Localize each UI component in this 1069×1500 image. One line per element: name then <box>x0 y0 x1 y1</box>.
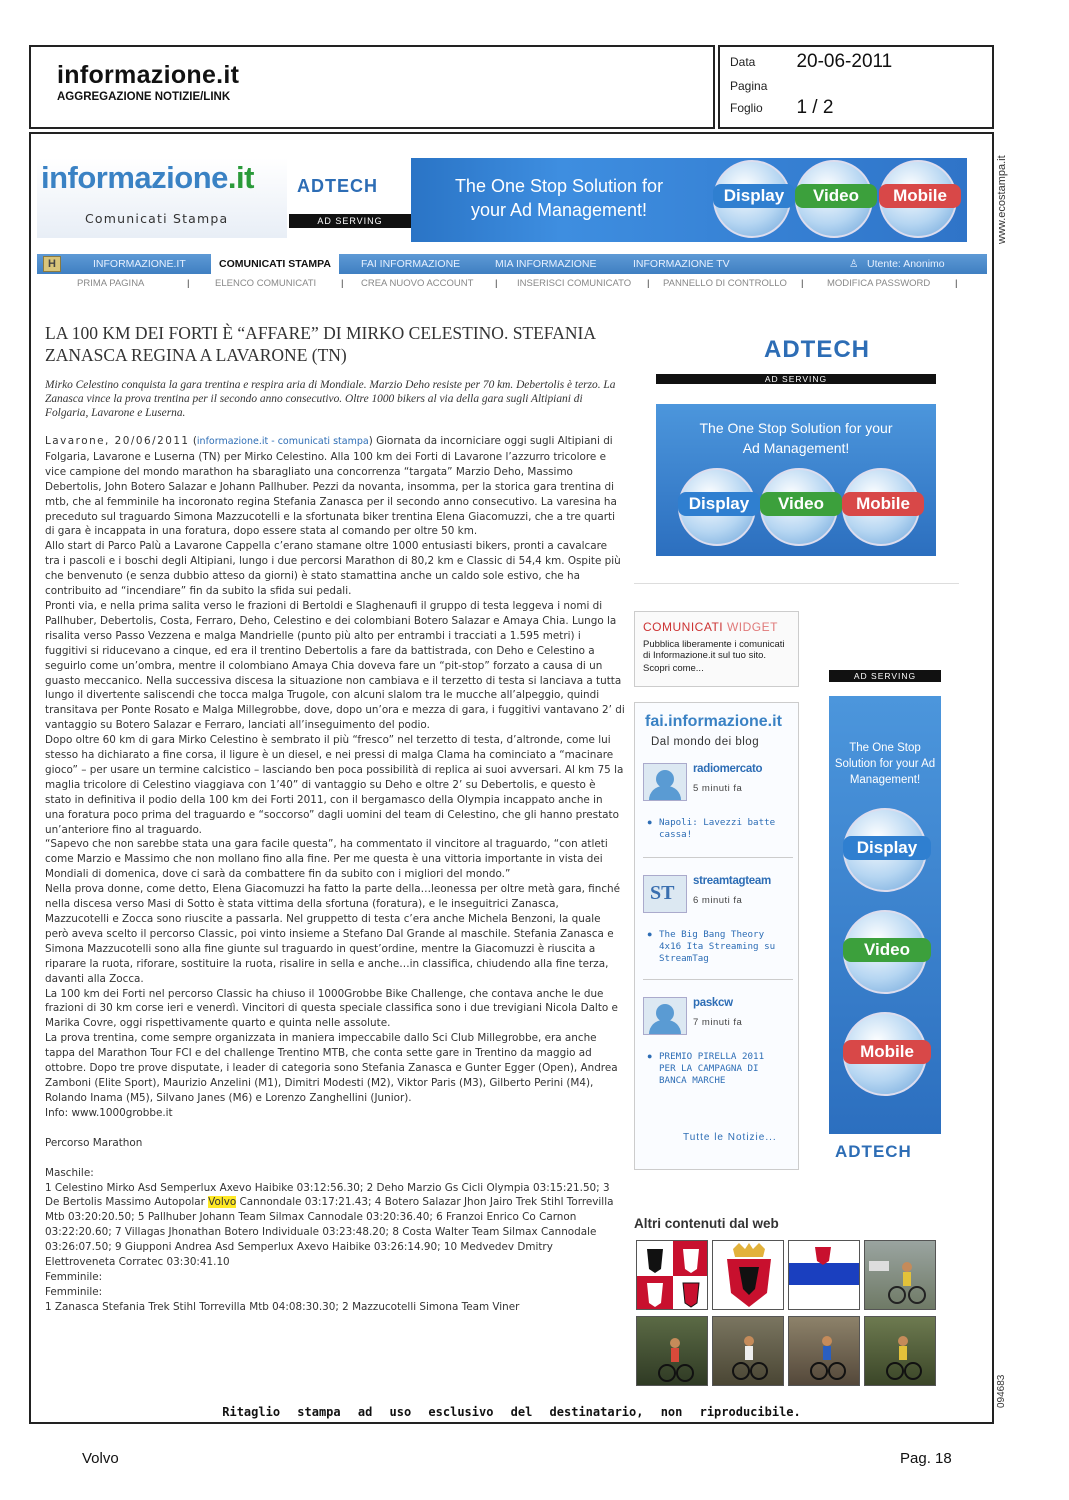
ad-big-adtech-logo: ADTECH <box>764 336 870 363</box>
article-location: Lavarone, 20/06/2011 <box>45 435 190 447</box>
sky-mobile-label: Mobile <box>843 1040 931 1064</box>
sky-slogan: The One Stop Solution for your Ad Management! <box>834 742 936 786</box>
article-maschile-label: Maschile: <box>45 1166 94 1179</box>
divider <box>634 583 959 584</box>
ad-big-mobile-label: Mobile <box>842 492 924 516</box>
subnav-elenco-comunicati[interactable]: ELENCO COMUNICATI <box>215 278 317 289</box>
article-info: Info: www.1000grobbe.it <box>45 1106 173 1119</box>
nav-informazione[interactable]: INFORMAZIONE.IT <box>93 258 186 270</box>
sub-nav <box>37 276 987 292</box>
blog-time: 5 minuti fa <box>693 783 743 794</box>
article-body <box>45 434 625 1315</box>
header-meta-box <box>718 45 994 129</box>
blog-name[interactable]: paskcw <box>693 997 733 1009</box>
home-icon[interactable]: H <box>43 256 61 272</box>
avatar-body <box>649 1020 681 1034</box>
mtb-photo-icon <box>713 1317 784 1386</box>
flag-icon <box>789 1241 860 1310</box>
sky-ad-serving: AD SERVING <box>829 670 941 682</box>
banner-adtech-block <box>289 158 411 242</box>
article-p1: Giornata da incorniciare oggi sugli Altipiani di Folgaria, Lavarone e Luserna (TN) per Mirko Celestino. Alla 100 km dei Forti di Lavarone l’azzurro tricolore e vice campione del mondo marathon ha sbaragliato una concorrenza “targata” Marzio Deho, Massimo Debertolis, John Botero Salazar e Johann Pallhuber. Pezzi da novanta, insomma, per la storica gara trentina di mtb, che al femminile ha incoronato regina Stefania Zanasca per il secondo anno consecutivo. La varesina ha preceduto sul traguardo Simona Mazzucotelli e la sfortunata biker trentina Elena Giacomuzzi, che a tre quarti di gara è incappata in una foratura, dopo essere stata al comando per oltre 50 km. <box>45 435 617 538</box>
article-source-link[interactable]: informazione.it - comunicati stampa <box>196 436 369 447</box>
divider <box>643 857 793 858</box>
article-lead: Mirko Celestino conquista la gara trentina e respira aria di Mondiale. Marzio Deho resiste per 70 km. Debertolis è terzo. La Zanasca vince la prova trentina per il secondo anno consecutivo. Oltre 1000 bikers al via della gara sugli Altipiani di Folgaria, Lavarone e Luserna. <box>45 379 616 419</box>
streamtag-logo-icon: ST <box>650 882 675 904</box>
spacer <box>45 1151 625 1166</box>
sky-mobile-ball <box>843 1012 927 1096</box>
clipping-frame <box>29 132 994 1424</box>
avatar <box>643 997 687 1035</box>
article-title: LA 100 KM DEI FORTI È “AFFARE” DI MIRKO CELESTINO. STEFANIA ZANASCA REGINA A LAVARONE (TN) <box>45 323 596 365</box>
thumb-coat-of-arms-2[interactable] <box>712 1240 784 1310</box>
footer-client: Volvo <box>82 1450 119 1467</box>
blog-name[interactable]: streamtagteam <box>693 875 771 887</box>
nav-informazione-tv[interactable]: INFORMAZIONE TV <box>633 258 730 270</box>
nav-mia-informazione[interactable]: MIA INFORMAZIONE <box>495 258 597 270</box>
ad-big-blue-area <box>656 404 936 556</box>
article-percorso: Percorso Marathon <box>45 1136 143 1149</box>
subnav-separator: | <box>955 278 958 289</box>
banner-slogan: The One Stop Solution for your Ad Management! <box>454 176 664 220</box>
mtb-photo-icon <box>637 1317 708 1386</box>
nav-fai-informazione[interactable]: FAI INFORMAZIONE <box>361 258 461 270</box>
blog-time: 7 minuti fa <box>693 1017 743 1028</box>
fai-subtitle: Dal mondo dei blog <box>651 736 760 748</box>
article-results-men <box>45 1181 625 1270</box>
thumb-flag[interactable] <box>788 1240 860 1310</box>
meta-data-row <box>730 51 892 73</box>
header-subtitle: AGGREGAZIONE NOTIZIE/LINK <box>57 91 231 103</box>
blog-post-link[interactable]: PREMIO PIRELLA 2011 PER LA CAMPAGNA DI BANCA MARCHE <box>659 1051 765 1086</box>
subnav-separator: | <box>801 278 804 289</box>
article-p6: Nella prova donne, come detto, Elena Giacomuzzi ha fatto la parte della…leonessa per oltre metà gara, finché nella discesa verso Masi di Sotto è stata vittima della sfortuna (foratura), e le inseguitrici Zanasca, Mazzucotelli e Zocca sono riuscite a passarla. Nel gruppetto di testa c’era anche Michela Benzoni, la quale però aveva scelto il percorso Classic, poi vinto insieme a Stefano Dal Grande al maschile. Stefania Zanasca e Simona Mazzucotelli sono alla fine giunte sul traguardo in quest’ordine, mentre la Giacomuzzi è riuscita a riparare la ruota, riforare, sostituire la ruota, risalire in sella e anche…in classifica, chiudendo alla fine terza, davanti alla Zocca. <box>45 883 621 985</box>
article-p3: Pronti via, e nella prima salita verso le frazioni di Bertoldi e Slaghenaufi il gruppo di testa leggeva i nomi di Pallhuber, Debertolis, Costa, Ferraro, Deho, Celestino e dei colombiani Botero Salazar e Amaya Chia. Lungo la risalita verso Passo Vezzena e malga Mandrielle (punto più alto per entrambi i tracciati a 1.595 metri) i fuggitivi si riducevano a cinque, ed era il trentino Debertolis a fare da battistrada, con Deho e Celestino a seguirlo come un’ombra, mentre il colombiano Amaya Chia doveva fare un “pit-stop” forzato a causa di un guasto meccanico. Nella successiva discesa la situazione non cambiava e il terzetto di testa si lanciava a tutta lungo il divertente saliscendi che tocca malga Trugole, con alcuni slalom tra le mucche all’alpeggio, quindi transitava per Ponte Rosato e Malga Millegrobbe, dove, dopo un’ora e mezza di gara, i fuggitivi vantavano 2’ di vantaggio su Botero Salazar e Ferraro, lanciati all’inseguimento del podio. <box>45 599 625 732</box>
avatar <box>643 763 687 801</box>
blog-time: 6 minuti fa <box>693 895 743 906</box>
widget-title-b: WIDGET <box>726 620 778 634</box>
site-logo-box[interactable] <box>37 158 287 238</box>
bullet-icon: ● <box>647 817 653 827</box>
top-banner-ad[interactable] <box>289 158 967 242</box>
article-p5: “Sapevo che non sarebbe stata una gara facile questa”, ha commentato il vincitore al traguardo, “con atleti come Marzio e Massimo che non mollano fino alla fine. Per me questa è una vittoria importante in vista dei Mondiali di domenica, dove ci sarà da combattere fin da subito con i migliori del mondo.” <box>45 838 608 881</box>
sidebar-skyscraper-ad[interactable] <box>829 612 941 1178</box>
banner-video-label: Video <box>795 184 877 208</box>
header-site-title: informazione.it <box>57 61 240 89</box>
sky-video-label: Video <box>843 938 931 962</box>
site-logo-subtitle: Comunicati Stampa <box>85 211 229 226</box>
eagle-shield-icon <box>637 1241 708 1310</box>
results-men-a: 1 Celestino Mirko Asd Semperlux Axevo Haibike 03:12:56.30; 2 Deho Marzio Gs Cicli Olympia 03:15:21.50; 3 De Bertolis Massimo Autopolar <box>45 1181 610 1209</box>
meta-pagina-label: Pagina <box>730 78 768 93</box>
bullet-icon: ● <box>647 1051 653 1061</box>
meta-foglio-row <box>730 97 833 119</box>
banner-display-label: Display <box>713 184 795 208</box>
widget-text: Pubblica liberamente i comunicati di Informazione.it sul tuo sito. <box>643 639 785 661</box>
bullet-icon: ● <box>647 929 653 939</box>
widget-title-a: COMUNICATI <box>643 620 724 634</box>
header-box <box>29 45 715 129</box>
ad-big-mobile-ball <box>842 468 920 546</box>
banner-adtech-logo: ADTECH <box>297 176 378 196</box>
mtb-photo-icon <box>865 1317 936 1386</box>
article-results-women: 1 Zanasca Stefania Trek Stihl Torrevilla Mtb 04:08:30.30; 2 Mazzucotelli Simona Team Viner <box>45 1300 520 1313</box>
site-logo-main: informazione <box>41 160 228 195</box>
cyclist-photo-icon <box>865 1241 936 1310</box>
subnav-separator: | <box>341 278 344 289</box>
thumb-photo-mtb-4[interactable] <box>864 1316 936 1386</box>
banner-video-ball <box>795 160 873 238</box>
meta-data-value: 20-06-2011 <box>796 51 893 72</box>
meta-foglio-label: Foglio <box>730 101 763 115</box>
document-code: 094683 <box>996 1374 1007 1408</box>
mtb-photo-icon <box>789 1317 860 1386</box>
banner-mobile-ball <box>879 160 957 238</box>
site-logo <box>41 160 254 196</box>
subnav-separator: | <box>495 278 498 289</box>
subnav-inserisci-comunicato[interactable]: INSERISCI COMUNICATO <box>517 278 632 289</box>
banner-ad-serving: AD SERVING <box>289 214 411 228</box>
crown-eagle-icon <box>713 1241 784 1310</box>
blog-name[interactable]: radiomercato <box>693 763 763 775</box>
tutte-le-notizie-link[interactable]: Tutte le Notizie... <box>683 1132 777 1143</box>
blog-post-link[interactable]: The Big Bang Theory 4x16 Ita Streaming su StreamTag <box>659 929 776 964</box>
subnav-crea-account[interactable]: CREA NUOVO ACCOUNT <box>361 278 474 289</box>
results-men-b: Cannondale 03:17:21.43; 4 Botero Salazar Jhon Jairo Trek Stihl Torrevilla Mtb 03:20:20.50; 5 Pallhuber Johann Team Silmax Cannodale 03:20:36.40; 6 Franzoi Enrico Co Carnon 03:22:20.60; 7 Villagas Jhonathan Botero Individuale 03:23:48.20; 8 Costa Walter Team Silmax Cannodale 03:26:07.50; 9 Giupponi Andrea Asd Semperlux Axevo Haibike 03:26:14.90; 10 Medvedev Dmitry Elettroveneta Corratec 03:30:41.10 <box>45 1196 614 1269</box>
divider <box>643 979 793 980</box>
meta-foglio-value: 1 / 2 <box>796 97 834 118</box>
article-p2: Allo start di Parco Palù a Lavarone Cappella c’erano stamane oltre 1000 entusiasti bikers, pronti a cavalcare tra i pascoli e i boschi degli Altipiani, lungo i due percorsi Marathon di 80,2 km e Classic di 54,4 km. Ospite più che benvenuto (e senza dubbio atteso da giorni) è stato stamattina anche un caldo sole estivo, che ha contribuito ad “incendiare” fin da subito la sfida sui pedali. <box>45 540 621 598</box>
sky-video-ball <box>843 910 927 994</box>
disclaimer: Ritaglio stampa ad uso esclusivo del destinatario, non riproducibile. <box>222 1405 801 1419</box>
sidebar-big-ad[interactable] <box>656 322 936 556</box>
blog-post-link[interactable]: Napoli: Lavezzi batte cassa! <box>659 817 776 840</box>
meta-data-label: Data <box>730 55 756 69</box>
main-nav <box>37 254 987 274</box>
banner-display-ball <box>713 160 791 238</box>
user-icon: ♙ <box>849 258 859 270</box>
article-paragraph: Lavarone, 20/06/2011 (informazione.it - comunicati stampa) Giornata da incorniciare oggi sugli Altipiani di Folgaria, Lavarone e Luserna (TN) per Mirko Celestino. Alla 100 km dei Forti di Lavarone l’azzurro tricolore e vice campione del mondo marathon ha sbaragliato una concorrenza “targata” Marzio Deho, Massimo Debertolis, John Botero Salazar e Johann Pallhuber. Pezzi da novanta, insomma, per la storica gara trentina di mtb, che al femminile ha incoronato regina Stefania Zanasca per il secondo anno consecutivo. La varesina ha preceduto sul traguardo Simona Mazzucotelli e la sfortunata biker trentina Elena Giacomuzzi, che a tre quarti di gara è incappata in una foratura, dopo essere stata al comando per oltre 50 km. <box>45 435 617 538</box>
widget-link[interactable]: Scopri come... <box>643 663 704 674</box>
ad-big-video-ball <box>760 468 838 546</box>
banner-mobile-label: Mobile <box>879 184 961 208</box>
fai-informazione-widget <box>634 702 799 1170</box>
sky-display-ball <box>843 808 927 892</box>
meta-pagina-row <box>730 77 796 95</box>
article-p8: La prova trentina, come sempre organizzata in maniera impeccabile dallo Sci Club Millegrobbe, era anche tappa del Marathon Tour FCI e del challenge Trentino MTB, che conta sette gare in Trentino da maggio ad ottobre. Dopo tre prove disputate, i leader di categoria sono Stefania Zanasca e Gunter Egger (Open), Andrea Zamboni (Elite Sport), Maurizio Anzelini (M1), Dimitri Modesti (M2), Viktor Paris (M3), Gilberto Perini (M4), Rolando Inama (M5), Silvano Janes (M6) e Lorenzo Zanghellini (Junior). <box>45 1032 618 1104</box>
ad-big-slogan: The One Stop Solution for your Ad Management! <box>699 420 893 456</box>
subnav-separator: | <box>647 278 650 289</box>
ad-big-video-label: Video <box>760 492 842 516</box>
altri-contenuti-title: Altri contenuti dal web <box>634 1216 779 1231</box>
fai-logo[interactable]: fai.informazione.it <box>645 713 782 730</box>
nav-user[interactable]: Utente: Anonimo <box>867 258 945 270</box>
sky-display-label: Display <box>843 836 931 860</box>
article-femminile-label: Femminile: <box>45 1270 103 1283</box>
sky-adtech-logo: ADTECH <box>835 1142 912 1161</box>
subnav-pannello[interactable]: PANNELLO DI CONTROLLO <box>663 278 787 289</box>
article-p7: La 100 km dei Forti nel percorso Classic ha chiuso il 1000Grobbe Bike Challenge, che contava anche le due frazioni di 30 km corse ieri e venerdì. Vincitori di questa speciale classifica sono i due trevigiani Nicola Dalto e Marika Covre, oggi rispettivamente quarto e quinta nelle assolute. <box>45 987 618 1030</box>
widget-title <box>643 620 790 634</box>
subnav-prima-pagina[interactable]: PRIMA PAGINA <box>77 278 145 289</box>
comunicati-widget[interactable] <box>634 611 799 687</box>
article-p4: Dopo oltre 60 km di gara Mirko Celestino è sembrato il più “fresco” nel terzetto di testa, d’altronde, come lui stesso ha dichiarato a fine corsa, il ligure è un diesel, e nei pressi di malga Clama ha cominciato a “macinare gioco” – per usare un termine calcistico – lasciando ben poca possibilità di replica ai suoi avversari. Al km 75 la maglia tricolore di Celestino viaggiava con 1’40” di vantaggio su Deho e oltre 2’ su Debertolis, e questo è stato in definitiva il podio della 100 km dei Forti 2011, con il bergamasco della Olympia incappato anche in una foratura poco prima del traguardo e “soccorso” dagli uomini del team di Celestino, che gli hanno prestato un’anteriore fino al traguardo. <box>45 734 624 836</box>
ad-big-ad-serving: AD SERVING <box>656 374 936 384</box>
ad-big-display-ball <box>678 468 756 546</box>
thumb-photo-cyclist-road[interactable] <box>864 1240 936 1310</box>
ad-big-display-label: Display <box>678 492 760 516</box>
nav-comunicati-stampa[interactable]: COMUNICATI STAMPA <box>211 254 339 274</box>
subnav-separator: | <box>187 278 190 289</box>
thumb-photo-mtb-1[interactable] <box>636 1316 708 1386</box>
article-femminile-label-2: Femminile: <box>45 1285 103 1298</box>
highlight-volvo: Volvo <box>208 1196 237 1209</box>
avatar <box>643 875 687 913</box>
site-logo-dot: .it <box>227 160 254 195</box>
thumb-coat-of-arms-1[interactable] <box>636 1240 708 1310</box>
thumb-photo-mtb-2[interactable] <box>712 1316 784 1386</box>
subnav-modifica-password[interactable]: MODIFICA PASSWORD <box>827 278 931 289</box>
thumb-photo-mtb-3[interactable] <box>788 1316 860 1386</box>
footer-page: Pag. 18 <box>900 1450 952 1467</box>
ecostampa-url: www.ecostampa.it <box>996 155 1008 245</box>
spacer <box>45 1121 625 1136</box>
avatar-body <box>649 786 681 800</box>
sky-blue-area <box>829 696 941 1134</box>
